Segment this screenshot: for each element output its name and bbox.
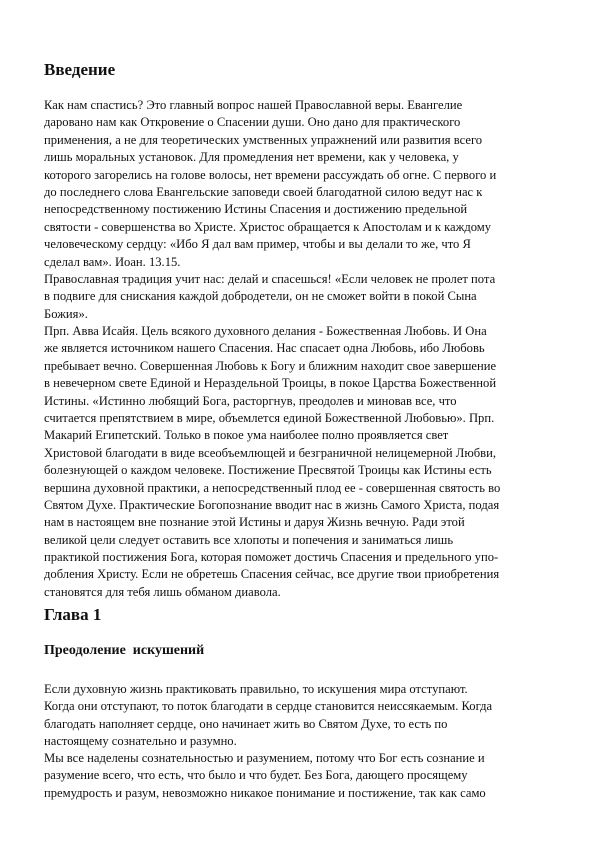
text-line: благодать наполняет сердце, оно начинает жить во Святом Духе, то есть по — [44, 716, 448, 731]
text-line: Как нам спастись? Это главный вопрос нашей Православной веры. Евангелие — [44, 98, 463, 112]
text-line: непосредственному постижению Истины Спасения и достижению предельной — [44, 202, 468, 217]
text-line: лишь моральных установок. Для промедления нет времени, как у человека, у — [44, 150, 459, 165]
text-line: премудрость и разум, невозможно никакое понимание и постижение, так как само — [44, 785, 486, 800]
chapter-heading: Глава 1 — [44, 605, 102, 624]
text-line: сделал вам». Иоан. 13.15. — [44, 254, 181, 269]
text-line: разумение всего, что есть, что было и что будет. Без Бога, дающего просящему — [44, 768, 468, 783]
intro-paragraph-1 — [44, 97, 584, 271]
text-line: добления Христу. Если не обретешь Спасения сейчас, все другие твои приобретения — [44, 567, 500, 582]
intro-paragraph-3 — [44, 323, 584, 601]
text-line: пребывает вечно. Совершенная Любовь к Богу и ближним находит свое завершение — [44, 358, 497, 373]
text-line: практикой постижения Бога, которая поможет достичь Спасения и предельного упо- — [44, 550, 499, 565]
text-line: святости - совершенства во Христе. Христос обращается к Апостолам и к каждому — [44, 219, 492, 234]
text-line: даровано нам как Откровение о Спасении души. Оно дано для практического — [44, 115, 461, 130]
intro-paragraph-2 — [44, 271, 584, 323]
text-line: вершина духовной практики, а непосредственный плод ее - совершенная святость во — [44, 480, 501, 495]
text-line: в подвиге для снискания каждой добродетели, он не сможет войти в покой Сына — [44, 289, 477, 304]
text-line: Макарий Египетский. Только в покое ума наиболее полно проявляется свет — [44, 428, 449, 443]
intro-heading: Введение — [44, 60, 116, 79]
text-line: которого загорелись на голове волосы, нет времени рассуждать об огне. С первого и — [44, 167, 497, 182]
text-line: Истины. «Истинно любящий Бога, расторгнув, преодолев и миновав все, что — [44, 393, 457, 408]
chapter-paragraph-2 — [44, 750, 584, 802]
text-line: Святом Духе. Практические Богопознание вводит нас в жизнь Самого Христа, подая — [44, 497, 500, 512]
chapter-paragraph-1 — [44, 681, 584, 751]
text-line: великой цели следует оставить все хлопоты и попечения и заниматься лишь — [44, 532, 454, 547]
text-line: Если духовную жизнь практиковать правильно, то искушения мира отступают. — [44, 682, 468, 696]
text-line: Прп. Авва Исайя. Цель всякого духовного делания - Божественная Любовь. И Она — [44, 324, 487, 338]
text-line: настоящему сознательно и разумно. — [44, 734, 237, 749]
text-line: Христовой благодати в виде всеобъемлющей и безграничной нелицемерной Любви, — [44, 445, 496, 460]
text-line: болезнующей о каждом человеке. Постижение Пресвятой Троицы как Истины есть — [44, 463, 492, 478]
chapter-subheading: Преодоление искушений — [44, 643, 205, 658]
text-line: считается препятствием в мире, объемлется единой Божественной Любовью». Прп. — [44, 410, 495, 425]
text-line: Когда они отступают, то поток благодати в сердце становится неиссякаемым. Когда — [44, 699, 493, 714]
text-line: нам в настоящем вне познание этой Истины и даруя Жизнь вечную. Ради этой — [44, 515, 465, 530]
text-line: в невечерном свете Единой и Нераздельной Троицы, в покое Царства Божественной — [44, 376, 497, 391]
text-line: применения, а не для теоретических умственных упражнений или развития всего — [44, 132, 483, 147]
text-line: же является источником нашего Спасения. Нас спасает одна Любовь, ибо Любовь — [44, 341, 485, 356]
text-line: человеческому сердцу: «Ибо Я дал вам пример, чтобы и вы делали то же, что Я — [44, 237, 471, 252]
text-line: становятся для тебя лишь обманом диавола. — [44, 584, 281, 599]
text-line: Божия». — [44, 306, 88, 321]
text-line: до последнего слова Евангельские заповеди своей благодатной силою ведут нас к — [44, 184, 483, 199]
text-line: Православная традиция учит нас: делай и спасешься! «Если человек не пролет пота — [44, 272, 496, 286]
text-line: Мы все наделены сознательностью и разумением, потому что Бог есть сознание и — [44, 751, 485, 765]
